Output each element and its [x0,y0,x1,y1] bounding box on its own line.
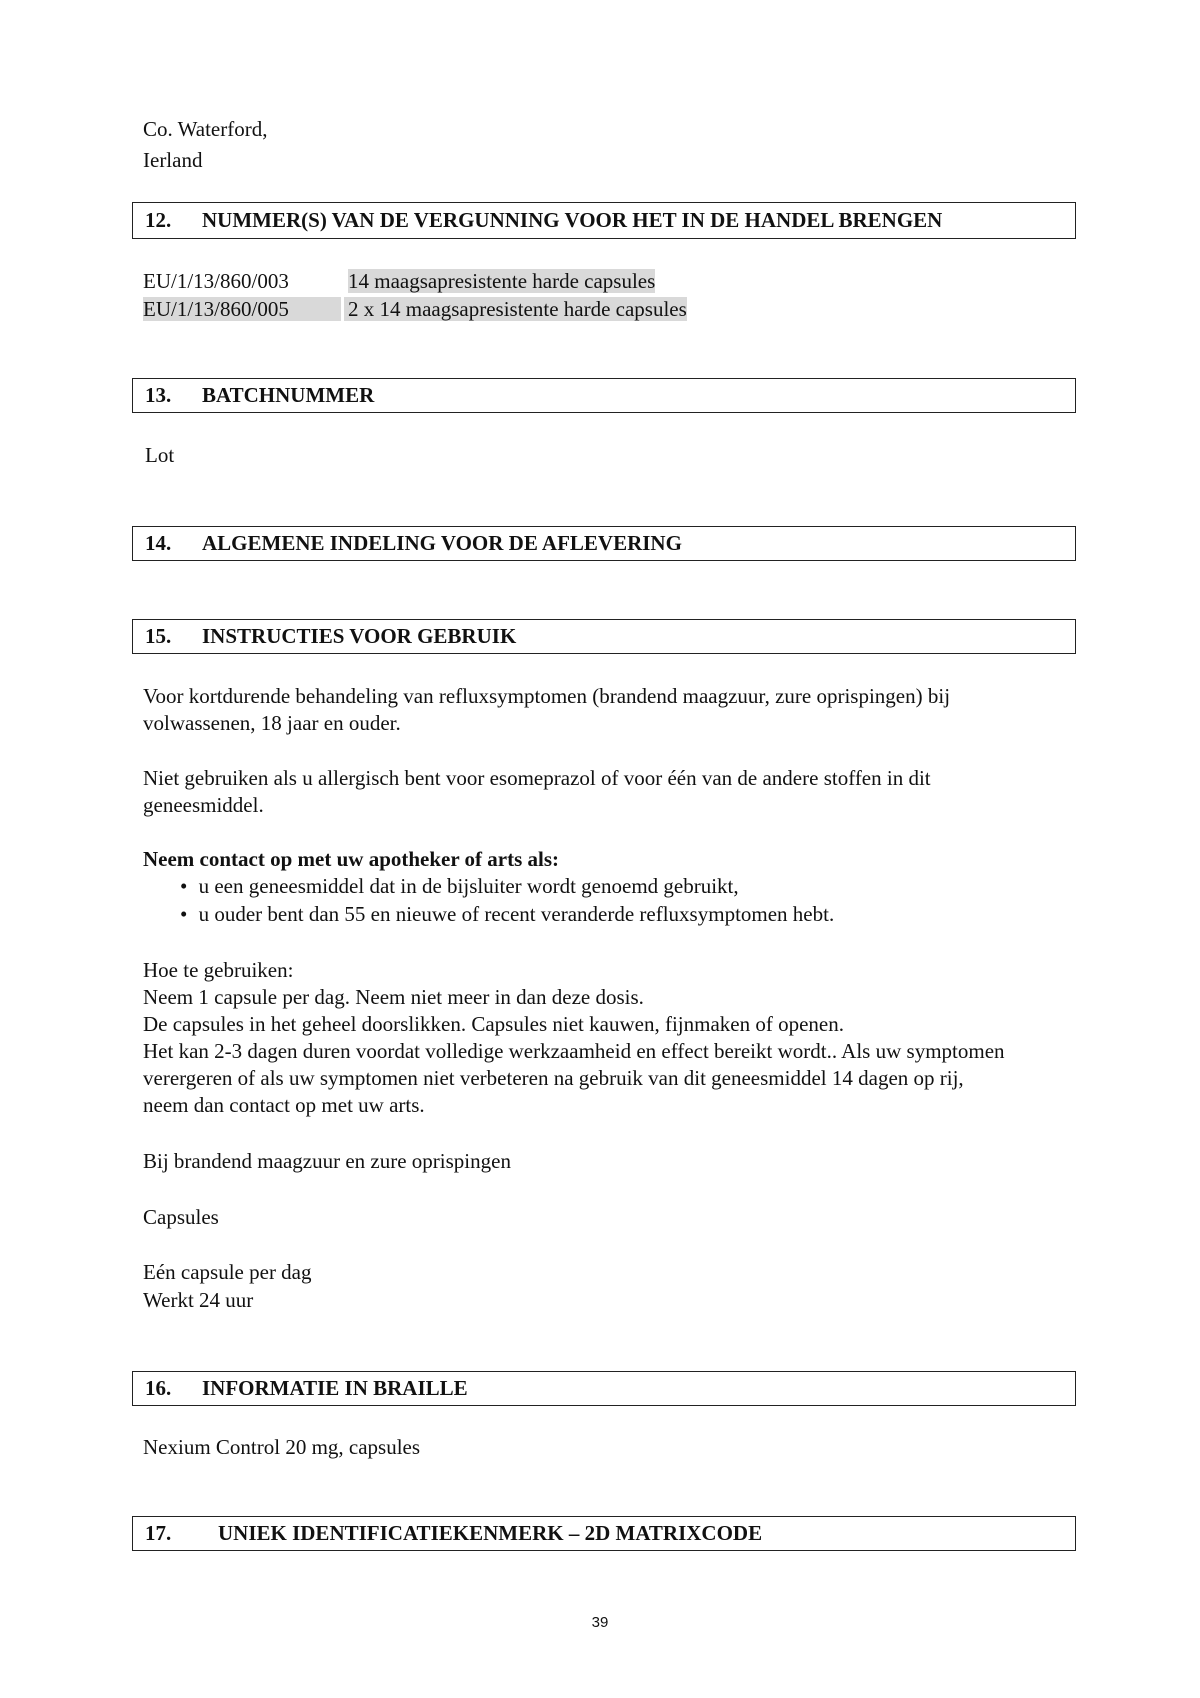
section-title: UNIEK IDENTIFICATIEKENMERK – 2D MATRIXCODE [218,1521,763,1545]
paragraph-line: volwassenen, 18 jaar en ouder. [143,711,401,735]
paragraph-line: neem dan contact op met uw arts. [143,1093,425,1117]
section-title: ALGEMENE INDELING VOOR DE AFLEVERING [202,531,682,555]
section-title: INSTRUCTIES VOOR GEBRUIK [202,624,517,648]
section-number: 12. [145,208,172,232]
bullet-item [180,873,739,900]
section-title: INFORMATIE IN BRAILLE [202,1376,468,1400]
paragraph-line: Werkt 24 uur [143,1288,254,1312]
contact-heading: Neem contact op met uw apotheker of arts als: [143,847,560,871]
licence-description: 2 x 14 maagsapresistente harde capsules [344,297,687,321]
licence-description: 14 maagsapresistente harde capsules [348,269,656,293]
address-line-2: Ierland [143,148,203,172]
paragraph-line: verergeren of als uw symptomen niet verbeteren na gebruik van dit geneesmiddel 14 dagen op rij, [143,1066,964,1090]
paragraph-line: Het kan 2-3 dagen duren voordat volledige werkzaamheid en effect bereikt wordt.. Als uw symptomen [143,1039,1005,1063]
bullet-dot: • [180,902,188,926]
section-number: 13. [145,383,172,407]
bullet-item [180,901,834,928]
licence-number: EU/1/13/860/005 [143,297,341,321]
bullet-text: u ouder bent dan 55 en nieuwe of recent veranderde refluxsymptomen hebt. [198,902,835,926]
section-title: BATCHNUMMER [202,383,375,407]
paragraph-line: Voor kortdurende behandeling van refluxsymptomen (brandend maagzuur, zure oprispingen) bij [143,684,951,708]
page-number: 39 [591,1614,609,1631]
paragraph-line: Niet gebruiken als u allergisch bent voor esomeprazol of voor één van de andere stoffen in dit [143,766,931,790]
section-number: 16. [145,1376,172,1400]
section-number: 14. [145,531,172,555]
bullet-dot: • [180,874,188,898]
bullet-text: u een geneesmiddel dat in de bijsluiter wordt genoemd gebruikt, [198,874,739,898]
dosage-form: Capsules [143,1205,219,1229]
batch-lot: Lot [145,443,175,467]
section-title: NUMMER(S) VAN DE VERGUNNING VOOR HET IN DE HANDEL BRENGEN [202,208,943,232]
section-15-header [132,619,1076,654]
address-line-1: Co. Waterford, [143,117,268,141]
section-number: 17. [145,1521,172,1545]
use-for: Bij brandend maagzuur en zure oprispingen [143,1149,511,1173]
paragraph-line: De capsules in het geheel doorslikken. Capsules niet kauwen, fijnmaken of openen. [143,1012,844,1036]
licence-number: EU/1/13/860/003 [143,269,289,293]
section-12-header [132,202,1076,239]
how-heading: Hoe te gebruiken: [143,958,294,982]
section-13-header [132,378,1076,413]
section-number: 15. [145,624,172,648]
section-14-header [132,526,1076,561]
braille-text: Nexium Control 20 mg, capsules [143,1435,421,1459]
paragraph-line: Neem 1 capsule per dag. Neem niet meer in dan deze dosis. [143,985,644,1009]
paragraph-line: Eén capsule per dag [143,1260,312,1284]
section-16-header [132,1371,1076,1406]
section-17-header [132,1516,1076,1551]
paragraph-line: geneesmiddel. [143,793,264,817]
